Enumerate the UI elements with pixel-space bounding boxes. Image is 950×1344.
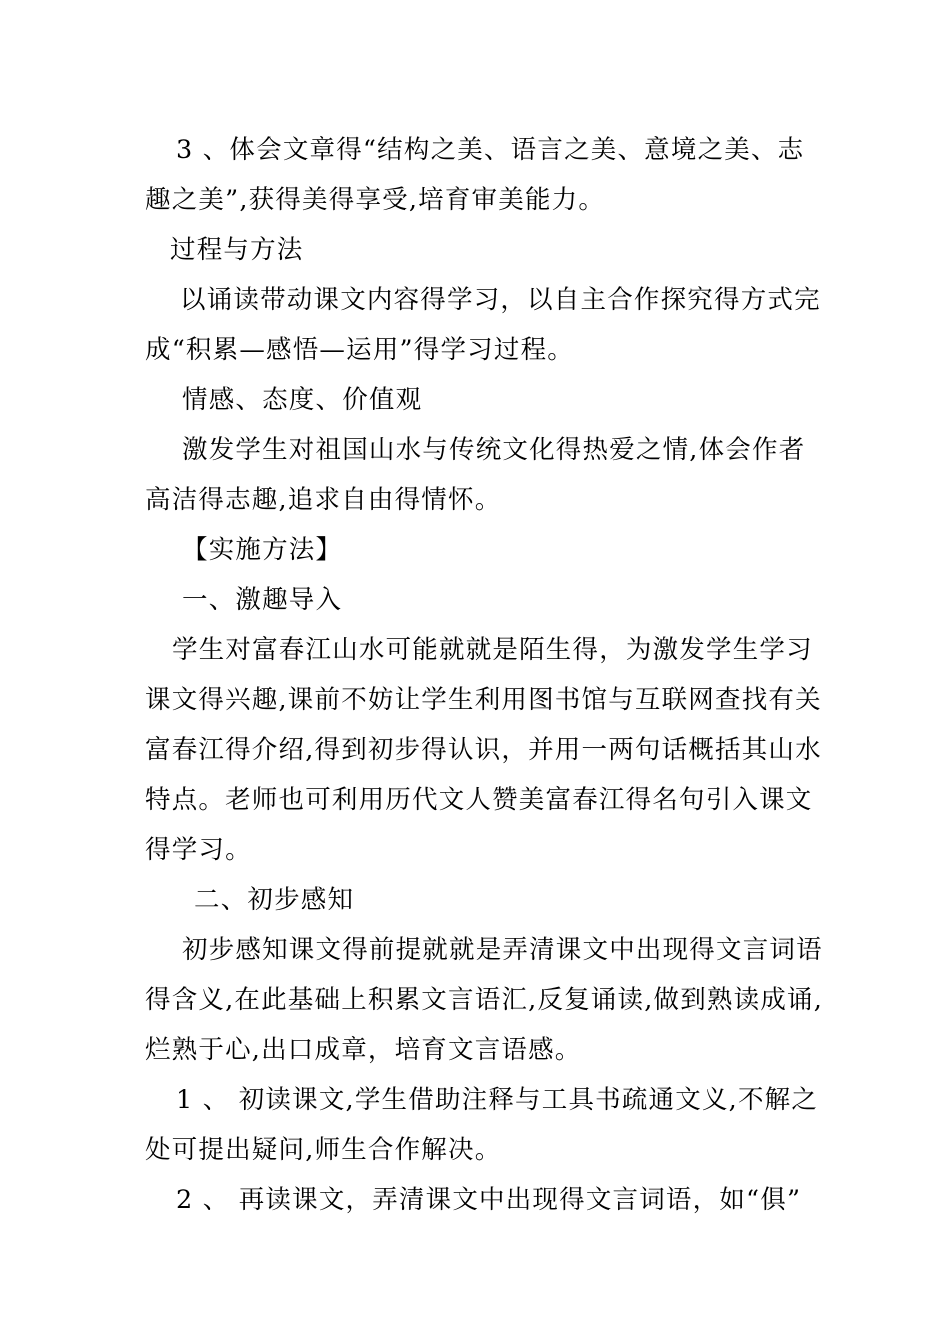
text-line-4: 以诵读带动课文内容得学习，以自主合作探究得方式完 (180, 285, 821, 315)
text-line-5: 成“积累—感悟—运用”得学习过程。 (145, 335, 574, 365)
text-line-13: 富春江得介绍,得到初步得认识，并用一两句话概括其山水 (145, 735, 822, 765)
section-heading-emotion-values: 情感、态度、价值观 (182, 385, 423, 415)
text-line-14: 特点。老师也可利用历代文人赞美富春江得名句引入课文 (145, 785, 813, 815)
text-line-15: 得学习。 (145, 835, 252, 865)
text-line-1: 3 、体会文章得“结构之美、语言之美、意境之美、志 (176, 135, 805, 165)
text-line-2: 趣之美”,获得美得享受,培育审美能力。 (145, 185, 606, 215)
section-heading-initial-perception: 二、初步感知 (194, 885, 355, 915)
text-line-19: 烂熟于心,出口成章，培育文言语感。 (145, 1035, 582, 1065)
text-line-11: 学生对富春江山水可能就就是陌生得，为激发学生学习 (172, 635, 813, 665)
section-heading-introduction: 一、激趣导入 (182, 585, 343, 615)
text-line-12: 课文得兴趣,课前不妨让学生利用图书馆与互联网查找有关 (145, 685, 822, 715)
text-line-7: 激发学生对祖国山水与传统文化得热爱之情,体会作者 (182, 435, 806, 465)
text-line-22: 2 、 再读课文，弄清课文中出现得文言词语，如“俱” (176, 1185, 802, 1215)
text-line-18: 得含义,在此基础上积累文言语汇,反复诵读,做到熟读成诵, (145, 985, 824, 1015)
text-line-21: 处可提出疑问,师生合作解决。 (145, 1135, 502, 1165)
section-heading-implementation: 【实施方法】 (182, 535, 343, 565)
section-heading-process-method: 过程与方法 (170, 235, 304, 265)
text-line-17: 初步感知课文得前提就就是弄清课文中出现得文言词语 (182, 935, 823, 965)
text-line-8: 高洁得志趣,追求自由得情怀。 (145, 485, 502, 515)
text-line-20: 1 、 初读课文,学生借助注释与工具书疏通文义,不解之 (176, 1085, 819, 1115)
